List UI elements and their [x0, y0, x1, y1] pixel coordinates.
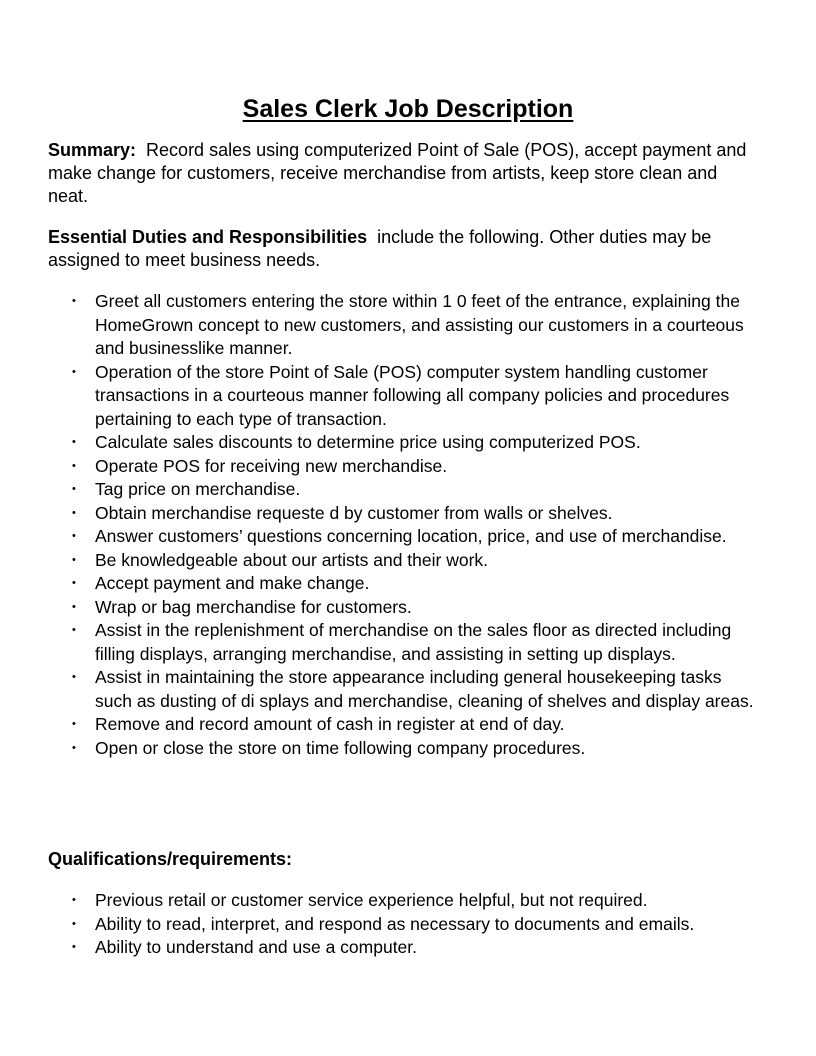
bullet-icon: •: [72, 577, 76, 589]
list-item: [0, 478, 755, 502]
list-item-text: Operate POS for receiving new merchandise.: [95, 455, 448, 476]
bullet-icon: •: [72, 436, 76, 448]
bullet-icon: •: [72, 506, 76, 519]
bullet-icon: •: [72, 295, 76, 307]
summary-text: Record sales using computerized Point of Sale (POS), accept payment and make change for customers, receive merchandise from artists, keep store clean and neat.: [48, 140, 747, 206]
bullet-icon: •: [72, 459, 76, 472]
bullet-icon: •: [72, 624, 76, 636]
list-item-text: Ability to understand and use a computer.: [95, 937, 418, 957]
list-item-text: Assist in the replenishment of merchandise on the sales floor as directed including filling displays, arranging merchandise, and assisting in setting up displays.: [95, 620, 732, 664]
summary-paragraph: [48, 139, 758, 208]
list-item-text: Tag price on merchandise.: [95, 479, 301, 499]
list-item: [0, 913, 755, 937]
list-item-text: Ability to read, interpret, and respond as necessary to documents and emails.: [95, 913, 695, 934]
list-item-text: Operation of the store Point of Sale (POS) computer system handling customer transactions in a courteous manner following all company policies and procedures pertaining to each type of transaction.: [95, 361, 730, 429]
bullet-icon: •: [72, 483, 76, 495]
duties-label: Essential Duties and Responsibilities: [48, 227, 368, 247]
list-item-text: Wrap or bag merchandise for customers.: [95, 596, 412, 617]
list-item-text: Obtain merchandise requeste d by customer from walls or shelves.: [95, 502, 613, 523]
list-item: [0, 502, 755, 526]
list-item: [0, 619, 755, 666]
list-item: [0, 889, 755, 913]
bullet-icon: •: [72, 365, 76, 378]
bullet-icon: •: [72, 894, 76, 906]
list-item-text: Be knowledgeable about our artists and their work.: [95, 549, 489, 570]
duties-intro-paragraph: [48, 226, 758, 272]
list-item: [0, 572, 755, 596]
list-item-text: Calculate sales discounts to determine price using computerized POS.: [95, 432, 641, 452]
bullet-icon: •: [72, 941, 76, 953]
list-item: [0, 737, 755, 761]
list-item-text: Previous retail or customer service experience helpful, but not required.: [95, 890, 648, 910]
list-item-text: Greet all customers entering the store within 1 0 feet of the entrance, explaining the HomeGrown concept to new customers, and assisting our customers in a courteous and businesslike manner.: [95, 291, 744, 358]
bullet-icon: •: [72, 530, 76, 542]
list-item-text: Remove and record amount of cash in register at end of day.: [95, 714, 565, 734]
list-item: [0, 525, 755, 549]
list-item-text: Open or close the store on time following company procedures.: [95, 737, 586, 758]
list-item: [0, 361, 755, 432]
list-item-text: Answer customers’ questions concerning location, price, and use of merchandise.: [95, 526, 727, 546]
duties-intro-text: include the following. Other duties may be assigned to meet business needs.: [48, 227, 712, 270]
list-item: [0, 713, 755, 737]
list-item-text: Assist in maintaining the store appearance including general housekeeping tasks such as dusting of di splays and merchandise, cleaning of shelves and display areas.: [95, 667, 754, 711]
list-item: [0, 596, 755, 620]
summary-label: Summary:: [48, 140, 137, 160]
qualifications-heading: Qualifications/requirements:: [48, 849, 293, 869]
bullet-icon: •: [72, 671, 76, 683]
bullet-icon: •: [72, 741, 76, 754]
qualifications-list: [0, 889, 816, 960]
list-item: [0, 290, 755, 361]
list-item: [0, 549, 755, 573]
bullet-icon: •: [72, 600, 76, 613]
list-item: [0, 936, 755, 960]
page-title: Sales Clerk Job Description: [242, 95, 574, 123]
list-item: [0, 666, 755, 713]
bullet-icon: •: [72, 718, 76, 730]
list-item: [0, 431, 755, 455]
bullet-icon: •: [72, 917, 76, 930]
list-item: [0, 455, 755, 479]
list-item-text: Accept payment and make change.: [95, 573, 370, 593]
bullet-icon: •: [72, 553, 76, 566]
duties-list: [0, 290, 816, 760]
